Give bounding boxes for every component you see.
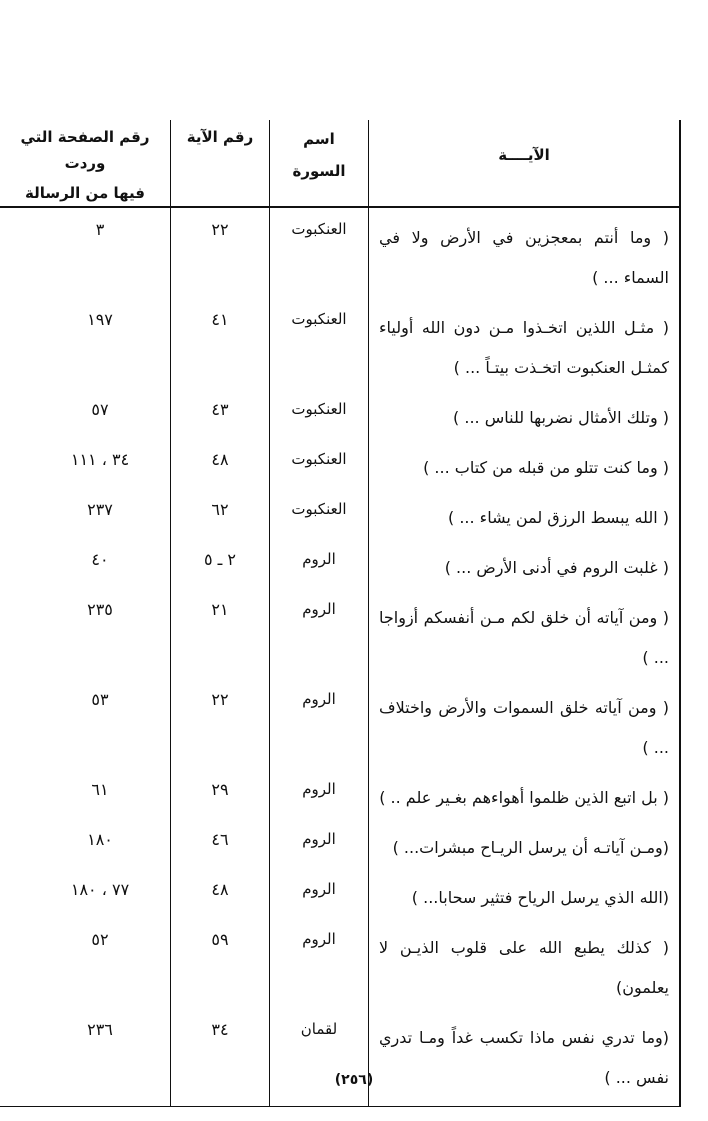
table-row: [0, 298, 680, 388]
surah-name: العنكبوت: [270, 488, 369, 538]
table-row: [0, 678, 680, 768]
ayah-number: ٤١: [171, 298, 270, 388]
table-row: [0, 538, 680, 588]
page-references: ٢٣٥: [87, 600, 113, 619]
table-header-row: [0, 120, 680, 207]
table-row: [0, 488, 680, 538]
table-row: [0, 918, 680, 1008]
ayah-number: ٣٤: [171, 1008, 270, 1107]
ayah-number: ٢ ـ ٥: [171, 538, 270, 588]
table-row: [0, 1008, 680, 1107]
table-row: [0, 868, 680, 918]
ayah-text: (الله الذي يرسل الرياح فتثير سحابا... ): [369, 868, 681, 918]
ayah-text: ( مثـل اللذين اتخـذوا مـن دون الله أولياء كمثـل العنكبوت اتخـذت بيتـاً ... ): [369, 298, 681, 388]
verse-index-table: [0, 120, 681, 1107]
page-references: ١٩٧: [87, 310, 113, 329]
ayah-number: ٢٢: [171, 678, 270, 768]
ayah-text: ( ومن آياته أن خلق لكم مـن أنفسكم أزواجا ... ): [369, 588, 681, 678]
surah-name: الروم: [270, 678, 369, 768]
ayah-text: ( وتلك الأمثال نضربها للناس ... ): [369, 388, 681, 438]
header-ayah-number: رقم الآية: [171, 120, 270, 207]
header-surah: اسم السورة: [270, 120, 369, 207]
page-references: ٣٤ ، ١١١: [70, 450, 130, 469]
ayah-text: ( وما أنتم بمعجزين في الأرض ولا في السماء ... ): [369, 207, 681, 298]
surah-name: العنكبوت: [270, 298, 369, 388]
page-references: ٧٧ ، ١٨٠: [70, 880, 130, 899]
header-ayah: الآيــــة: [369, 120, 681, 207]
table-row: [0, 818, 680, 868]
ayah-text: ( الله يبسط الرزق لمن يشاء ... ): [369, 488, 681, 538]
page-references: ١٨٠: [87, 830, 113, 849]
surah-name: الروم: [270, 818, 369, 868]
surah-name: الروم: [270, 588, 369, 678]
page-references: ٦١: [91, 780, 109, 799]
ayah-number: ٢٢: [171, 207, 270, 298]
page-references: ٥٢: [91, 930, 109, 949]
page-references: ٥٣: [91, 690, 109, 709]
table-row: [0, 388, 680, 438]
table-body: [0, 207, 680, 1107]
table-row: [0, 207, 680, 298]
surah-name: الروم: [270, 538, 369, 588]
page-references: ٣: [95, 220, 105, 239]
ayah-text: ( بل اتبع الذين ظلموا أهواءهم بغـير علم .. ): [369, 768, 681, 818]
ayah-text: ( ومن آياته خلق السموات والأرض واختلاف ... ): [369, 678, 681, 768]
ayah-number: ٤٣: [171, 388, 270, 438]
ayah-number: ٤٨: [171, 438, 270, 488]
ayah-text: (وما تدري نفس ماذا تكسب غداً ومـا تدري نفس ... ): [369, 1008, 681, 1107]
table-row: [0, 438, 680, 488]
surah-name: العنكبوت: [270, 388, 369, 438]
page-references: ٢٣٦: [0, 1008, 171, 1107]
ayah-number: ٦٢: [171, 488, 270, 538]
ayah-text: ( غلبت الروم في أدنى الأرض ... ): [369, 538, 681, 588]
ayah-number: ٢١: [171, 588, 270, 678]
ayah-number: ٢٩: [171, 768, 270, 818]
header-page: رقم الصفحة التي وردت فيها من الرسالة: [0, 120, 171, 207]
ayah-text: (ومـن آياتـه أن يرسل الريـاح مبشرات... ): [369, 818, 681, 868]
ayah-text: ( وما كنت تتلو من قبله من كتاب ... ): [369, 438, 681, 488]
surah-name: العنكبوت: [270, 207, 369, 298]
surah-name: الروم: [270, 918, 369, 1008]
ayah-number: ٤٦: [171, 818, 270, 868]
table-row: [0, 588, 680, 678]
ayah-number: ٥٩: [171, 918, 270, 1008]
page-references: ٢٣٧: [87, 500, 113, 519]
surah-name: لقمان: [270, 1008, 369, 1107]
ayah-number: ٤٨: [171, 868, 270, 918]
surah-name: الروم: [270, 768, 369, 818]
surah-name: الروم: [270, 868, 369, 918]
page-references: ٤٠: [91, 550, 109, 569]
surah-name: العنكبوت: [270, 438, 369, 488]
table-row: [0, 768, 680, 818]
page-number: (٢٥٦): [334, 1072, 374, 1088]
ayah-text: ( كذلك يطبع الله على قلوب الذيـن لا يعلمون): [369, 918, 681, 1008]
page-references: ٥٧: [91, 400, 109, 419]
